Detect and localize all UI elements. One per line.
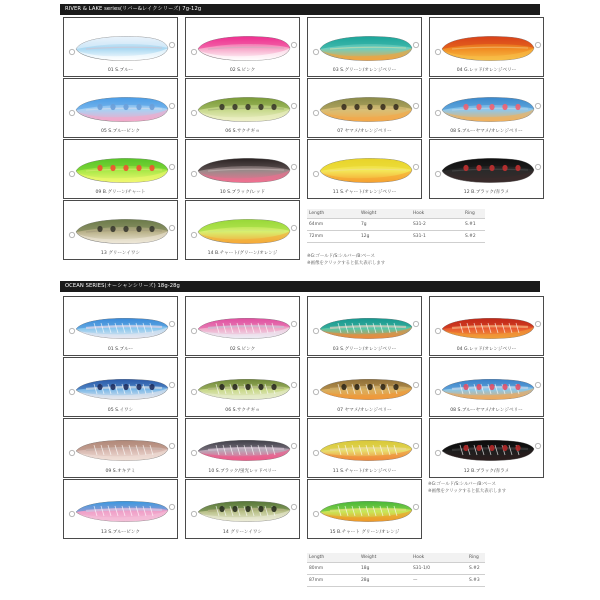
spec-cell: S.#3	[467, 575, 485, 587]
spec-cell: S31-1	[411, 231, 463, 243]
ocean-lure-card[interactable]	[185, 418, 300, 478]
lure-color-label: 01 S.ブルー	[107, 347, 134, 352]
river-lure-card[interactable]	[63, 78, 178, 138]
ocean-lure-card[interactable]	[63, 357, 178, 417]
spec-col-length: Length	[307, 553, 359, 563]
spec-cell: 28g	[359, 575, 411, 587]
lure-color-label: 07 ヤマメ/オレンジベリー	[337, 408, 392, 413]
spec-col-hook: Hook	[411, 209, 463, 219]
river-note-2: ※画像をクリックすると拡大表示します	[307, 261, 386, 266]
lure-color-label: 04 G.レッド/オレンジベリー	[456, 68, 517, 73]
lure-color-label: 05 S.ブルーピンク	[101, 129, 140, 134]
lure-color-label: 09 B.グリーン/チャート	[95, 190, 146, 195]
spec-header-row	[307, 553, 485, 563]
lure-color-label: 07 ヤマメ/オレンジベリー	[337, 129, 392, 134]
spec-cell: 80mm	[307, 563, 359, 575]
lure-color-label: 10 S.ブラック/レッド	[219, 190, 266, 195]
lure-color-label: 12 B.ブラック/赤ラメ	[463, 190, 510, 195]
spec-cell: S31-1/0	[411, 563, 467, 575]
spec-cell: —	[411, 575, 467, 587]
spec-col-length: Length	[307, 209, 359, 219]
ocean-lure-card[interactable]	[185, 479, 300, 539]
lure-color-label: 13 グリーンイワシ	[100, 251, 141, 256]
spec-col-ring: Ring	[467, 553, 485, 563]
river-lure-card[interactable]	[429, 78, 544, 138]
lure-color-label: 14 B.チャート/グリーン/オレンジ	[207, 251, 278, 256]
ocean-lure-card[interactable]	[307, 357, 422, 417]
lure-color-label: 11 S.チャート/オレンジベリー	[332, 190, 397, 195]
spec-row	[307, 219, 485, 231]
lure-color-label: 02 S.ピンク	[229, 68, 256, 73]
ocean-lure-card[interactable]	[307, 296, 422, 356]
river-lure-card[interactable]	[307, 139, 422, 199]
river-spec-table	[307, 209, 485, 243]
river-lure-card[interactable]	[63, 139, 178, 199]
spec-header-row	[307, 209, 485, 219]
spec-cell: S31-2	[411, 219, 463, 231]
ocean-lure-card[interactable]	[185, 296, 300, 356]
lure-color-label: 10 S.ブラック/蛍光レッドベリー	[208, 469, 277, 474]
spec-col-hook: Hook	[411, 553, 467, 563]
river-lure-card[interactable]	[185, 17, 300, 77]
spec-cell: 72mm	[307, 231, 359, 243]
spec-col-weight: Weight	[359, 553, 411, 563]
lure-color-label: 15 B.チャート グリーン/オレンジ	[329, 530, 400, 535]
lure-color-label: 06 S.サクチギョ	[225, 129, 260, 134]
ocean-lure-card[interactable]	[307, 418, 422, 478]
lure-color-label: 02 S.ピンク	[229, 347, 256, 352]
lure-color-label: 05 S.イワシ	[107, 408, 134, 413]
spec-cell: 18g	[359, 563, 411, 575]
ocean-lure-card[interactable]	[307, 479, 422, 539]
river-lure-card[interactable]	[185, 78, 300, 138]
lure-color-label: 06 S.サクチギョ	[225, 408, 260, 413]
spec-cell: S.#1	[463, 219, 485, 231]
lure-color-label: 04 G.レッド/オレンジベリー	[456, 347, 517, 352]
spec-cell: 64mm	[307, 219, 359, 231]
spec-row	[307, 563, 485, 575]
river-lure-card[interactable]	[307, 78, 422, 138]
lure-color-label: 08 S.ブルーヤマメ/オレンジベリー	[450, 408, 523, 413]
spec-cell: S.#2	[467, 563, 485, 575]
spec-cell: S.#2	[463, 231, 485, 243]
river-note-1: ※G:ゴールド/S:シルバー/B:ベース	[307, 254, 375, 259]
ocean-lure-card[interactable]	[185, 357, 300, 417]
ocean-note-2: ※画像をクリックすると拡大表示します	[428, 489, 507, 494]
lure-color-label: 03 S.グリーン/オレンジベリー	[332, 68, 397, 73]
ocean-lure-card[interactable]	[63, 296, 178, 356]
river-lure-card[interactable]	[185, 139, 300, 199]
ocean-lure-card[interactable]	[63, 418, 178, 478]
lure-color-label: 14 グリーンイワシ	[222, 530, 263, 535]
river-lure-card[interactable]	[185, 200, 300, 260]
ocean-spec-table	[307, 553, 485, 587]
lure-color-label: 09 S.オキアミ	[105, 469, 136, 474]
spec-row	[307, 575, 485, 587]
spec-col-ring: Ring	[463, 209, 485, 219]
lure-color-label: 01 S.ブルー	[107, 68, 134, 73]
ocean-lure-card[interactable]	[429, 357, 544, 417]
lure-color-label: 12 B.ブラック/赤ラメ	[463, 469, 510, 474]
ocean-note-1: ※G:ゴールド/S:シルバー/B:ベース	[428, 482, 496, 487]
ocean-lure-card[interactable]	[429, 418, 544, 478]
spec-col-weight: Weight	[359, 209, 411, 219]
lure-color-label: 11 S.チャート/オレンジベリー	[332, 469, 397, 474]
river-series-header: RIVER & LAKE series(リバー&レイクシリーズ) 7g-12g	[60, 4, 540, 15]
ocean-series-header: OCEAN SERIES(オーシャンシリーズ) 18g-28g	[60, 281, 540, 292]
spec-cell: 87mm	[307, 575, 359, 587]
spec-cell: 7g	[359, 219, 411, 231]
spec-row	[307, 231, 485, 243]
river-lure-card[interactable]	[429, 17, 544, 77]
river-lure-card[interactable]	[63, 17, 178, 77]
river-lure-card[interactable]	[63, 200, 178, 260]
river-lure-card[interactable]	[429, 139, 544, 199]
river-lure-card[interactable]	[307, 17, 422, 77]
lure-color-label: 13 S.ブルーピンク	[101, 530, 140, 535]
ocean-lure-card[interactable]	[63, 479, 178, 539]
ocean-lure-card[interactable]	[429, 296, 544, 356]
spec-cell: 12g	[359, 231, 411, 243]
lure-color-label: 08 S.ブルーヤマメ/オレンジベリー	[450, 129, 523, 134]
lure-color-label: 03 S.グリーン/オレンジベリー	[332, 347, 397, 352]
